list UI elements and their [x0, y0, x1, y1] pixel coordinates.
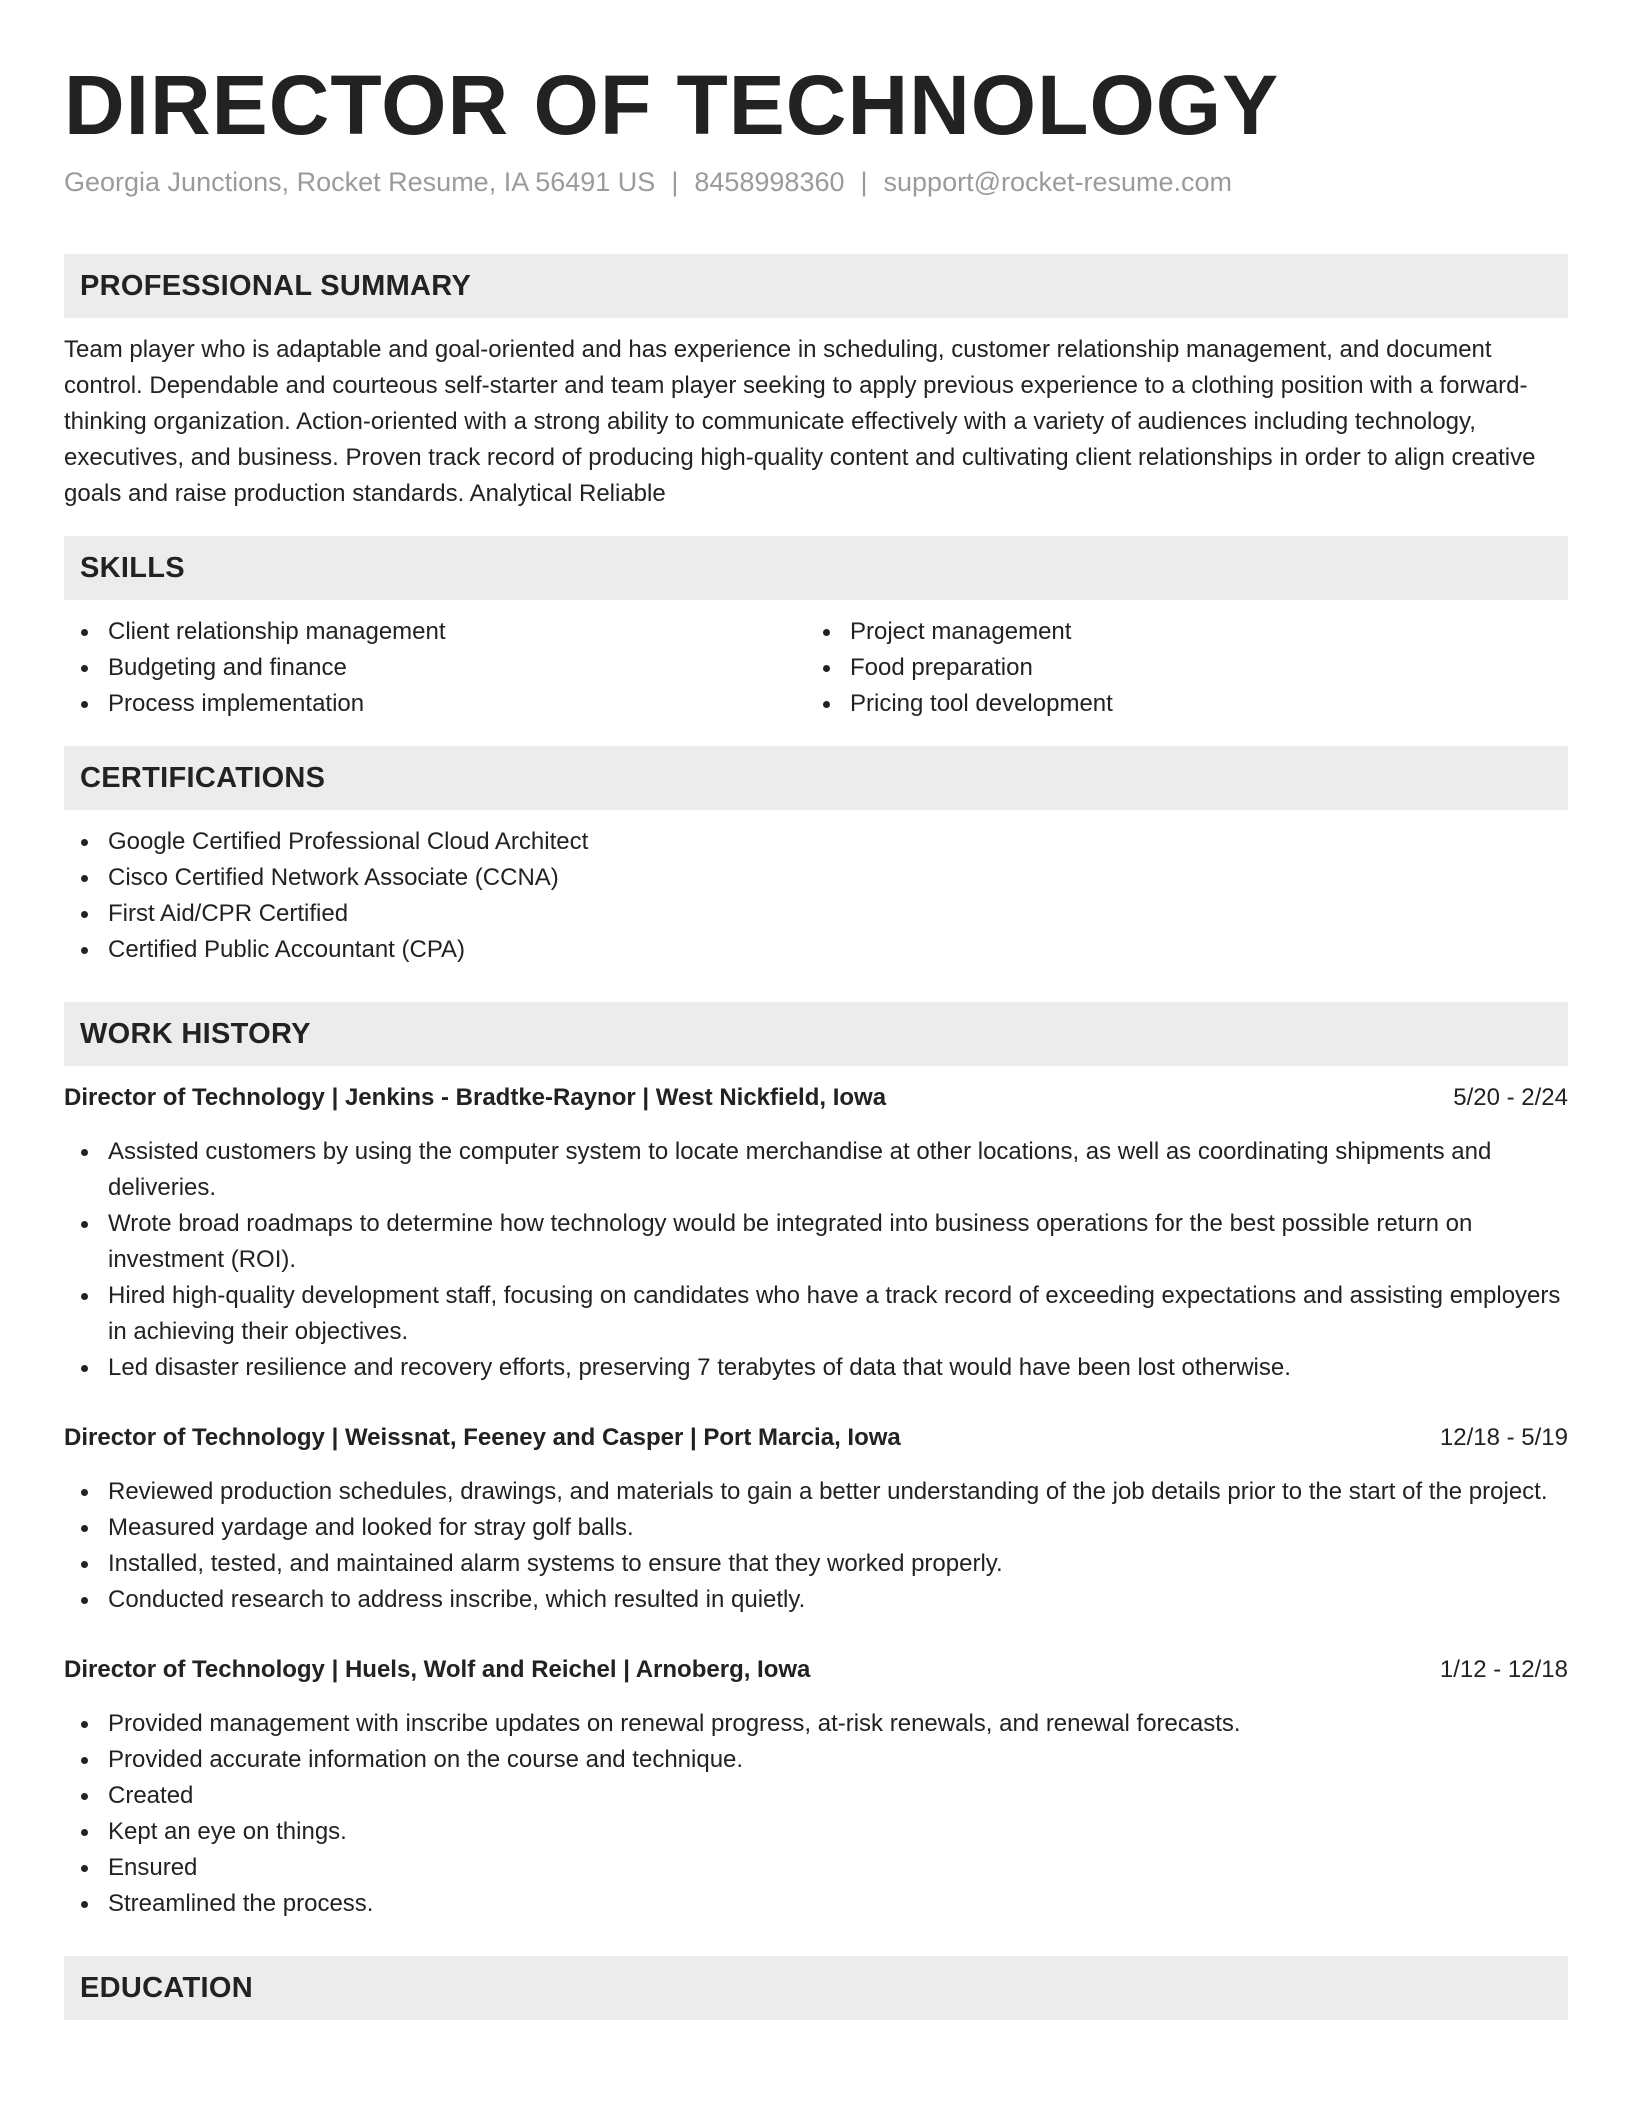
summary-text: Team player who is adaptable and goal-oriented and has experience in scheduling, customer relationship management, and document control. Dependable and courteous self-starter and team player seeking to apply previous experience to a clothing position with a forward-thinking organization. Action-oriented with a strong ability to communicate effectively with a variety of audiences including technology, executives, and business. Proven track record of producing high-quality content and cultivating client relationships in order to align creative goals and raise production standards. Analytical Reliable	[64, 336, 1536, 507]
job-bullet-list	[64, 1706, 1568, 1922]
skill-item: Budgeting and finance	[64, 650, 806, 686]
resume-page	[64, 0, 1568, 2020]
job-bullet: Conducted research to address inscribe, which resulted in quietly.	[64, 1582, 1568, 1618]
job-header	[64, 1652, 1568, 1688]
job-bullet: Reviewed production schedules, drawings, and materials to gain a better understanding of the job details prior to the start of the project.	[64, 1474, 1568, 1510]
job-bullet: Wrote broad roadmaps to determine how technology would be integrated into business operations for the best possible return on investment (ROI).	[64, 1206, 1568, 1278]
skill-item: Pricing tool development	[806, 686, 1548, 722]
job-bullet: Hired high-quality development staff, focusing on candidates who have a track record of exceeding expectations and assisting employers in achieving their objectives.	[64, 1278, 1568, 1350]
section-heading-certifications: CERTIFICATIONS	[64, 746, 1568, 810]
contact-phone: 8458998360	[694, 167, 845, 197]
job-bullet-list	[64, 1134, 1568, 1386]
contact-line	[64, 164, 1568, 200]
job-entry	[64, 1080, 1568, 1386]
job-bullet: Provided accurate information on the course and technique.	[64, 1742, 1568, 1778]
contact-separator: |	[860, 167, 868, 197]
job-dates: 5/20 - 2/24	[1453, 1084, 1568, 1111]
job-bullet: Measured yardage and looked for stray golf balls.	[64, 1510, 1568, 1546]
certification-item: First Aid/CPR Certified	[64, 896, 1568, 932]
job-entry	[64, 1652, 1568, 1922]
job-header	[64, 1080, 1568, 1116]
job-bullet-list	[64, 1474, 1568, 1618]
job-bullet: Installed, tested, and maintained alarm systems to ensure that they worked properly.	[64, 1546, 1568, 1582]
section-heading-skills: SKILLS	[64, 536, 1568, 600]
certification-item: Google Certified Professional Cloud Architect	[64, 824, 1568, 860]
job-title-company: Director of Technology | Huels, Wolf and Reichel | Arnoberg, Iowa	[64, 1656, 811, 1683]
skills-column-right	[806, 614, 1548, 722]
contact-separator: |	[671, 167, 679, 197]
skills-column-left	[64, 614, 806, 722]
job-dates: 12/18 - 5/19	[1439, 1424, 1568, 1451]
section-heading-summary: PROFESSIONAL SUMMARY	[64, 254, 1568, 318]
certifications-list	[64, 824, 1568, 968]
contact-email: support@rocket-resume.com	[883, 167, 1233, 197]
job-bullet: Streamlined the process.	[64, 1886, 1568, 1922]
contact-address: Georgia Junctions, Rocket Resume, IA 56491 US	[64, 167, 656, 197]
skill-item: Food preparation	[806, 650, 1548, 686]
job-bullet: Kept an eye on things.	[64, 1814, 1568, 1850]
resume-name: DIRECTOR OF TECHNOLOGY	[64, 58, 1280, 152]
job-dates: 1/12 - 12/18	[1439, 1656, 1568, 1683]
job-header	[64, 1420, 1568, 1456]
job-entry	[64, 1420, 1568, 1618]
section-heading-work-history: WORK HISTORY	[64, 1002, 1568, 1066]
skill-item: Process implementation	[64, 686, 806, 722]
job-bullet: Assisted customers by using the computer system to locate merchandise at other locations, as well as coordinating shipments and deliveries.	[64, 1134, 1568, 1206]
job-bullet: Ensured	[64, 1850, 1568, 1886]
skill-item: Project management	[806, 614, 1548, 650]
job-bullet: Led disaster resilience and recovery efforts, preserving 7 terabytes of data that would have been lost otherwise.	[64, 1350, 1568, 1386]
skill-item: Client relationship management	[64, 614, 806, 650]
certification-item: Certified Public Accountant (CPA)	[64, 932, 1568, 968]
job-title-company: Director of Technology | Weissnat, Feeney and Casper | Port Marcia, Iowa	[64, 1424, 901, 1451]
certification-item: Cisco Certified Network Associate (CCNA)	[64, 860, 1568, 896]
job-bullet: Created	[64, 1778, 1568, 1814]
job-bullet: Provided management with inscribe updates on renewal progress, at-risk renewals, and renewal forecasts.	[64, 1706, 1568, 1742]
job-title-company: Director of Technology | Jenkins - Bradtke-Raynor | West Nickfield, Iowa	[64, 1084, 887, 1111]
section-heading-education: EDUCATION	[64, 1956, 1568, 2020]
skills-grid	[64, 614, 1568, 722]
